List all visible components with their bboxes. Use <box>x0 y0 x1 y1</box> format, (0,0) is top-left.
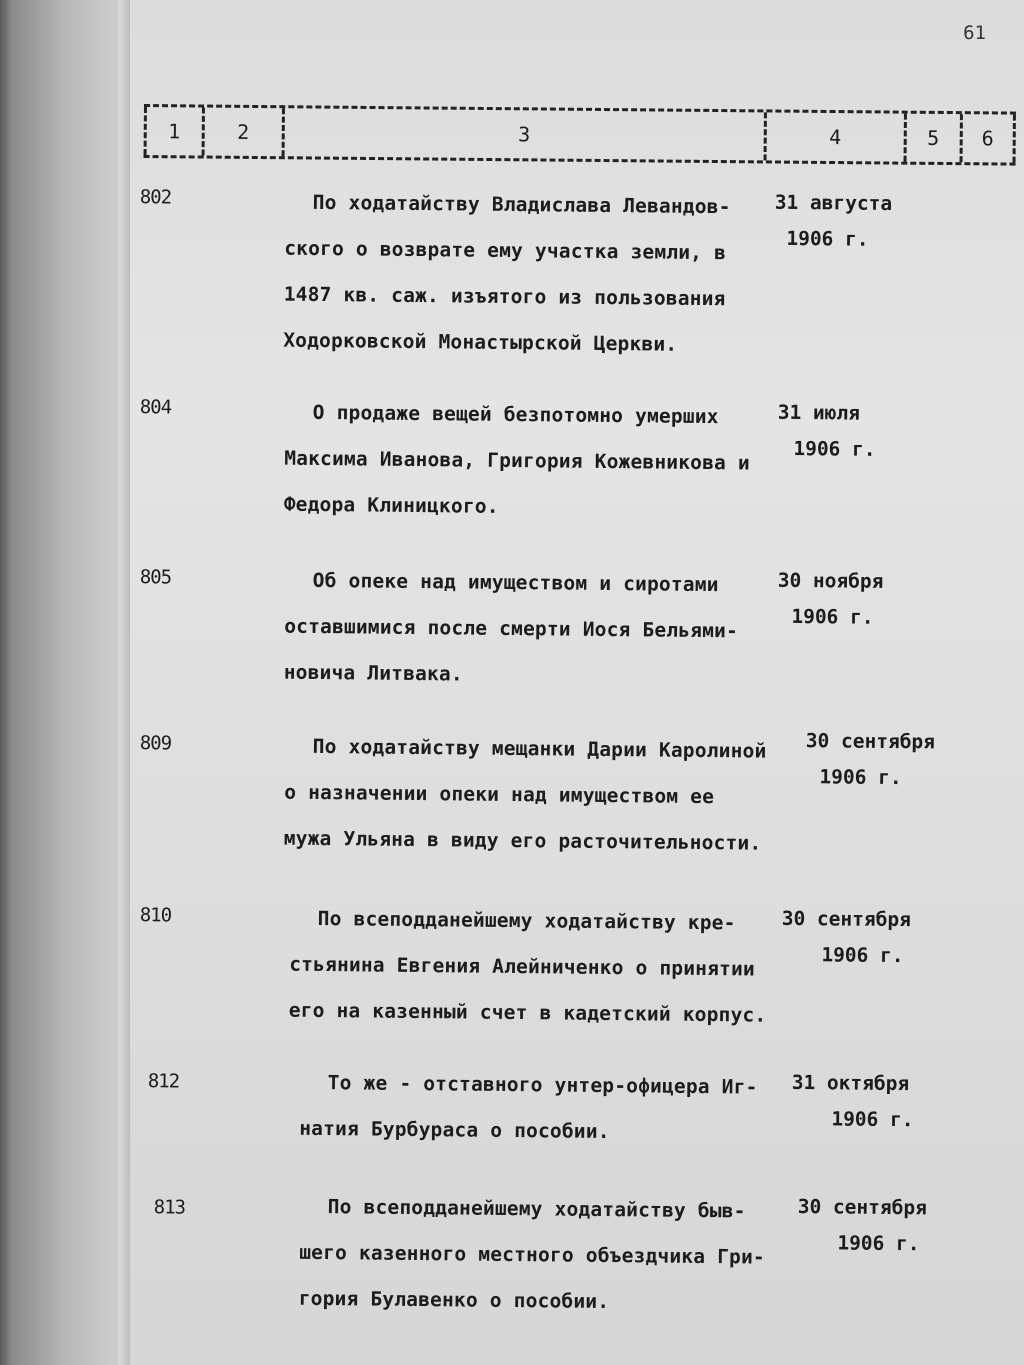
entry-date-year: 1906 г. <box>821 943 904 968</box>
entry-date-day: 30 сентября <box>781 906 912 932</box>
entry-line: О продаже вещей безпотомно умерших <box>312 400 719 429</box>
entry-802 <box>130 178 1024 356</box>
column-header-4: 4 <box>764 112 904 161</box>
entry-line: По ходатайству Владислава Левандов- <box>312 190 731 219</box>
page-number: 61 <box>963 22 986 44</box>
entry-number: 810 <box>139 904 172 927</box>
entry-line: То же - отставного унтер-офицера Иг- <box>327 1071 758 1099</box>
entry-line: По всеподданейшему ходатайству кре- <box>317 906 736 935</box>
entry-description <box>284 724 775 867</box>
entry-line: По ходатайству мещанки Дарии Каролиной <box>312 734 767 763</box>
entry-description <box>284 390 775 533</box>
entry-date-year: 1906 г. <box>831 1107 914 1132</box>
entry-date <box>774 185 892 258</box>
entry-description <box>283 180 775 369</box>
entry-number: 802 <box>139 186 172 209</box>
document-page <box>130 0 1024 1365</box>
entry-date-year: 1906 г. <box>819 765 902 790</box>
entry-810 <box>130 894 1024 1027</box>
entry-number: 812 <box>147 1070 180 1093</box>
entry-line: Максима Иванова, Григория Кожевникова и <box>284 446 751 475</box>
entry-description <box>299 1060 790 1157</box>
entry-date-day: 31 августа <box>774 190 893 215</box>
entry-description <box>299 1184 790 1327</box>
entry-date <box>805 723 935 796</box>
entry-date-year: 1906 г. <box>791 604 874 629</box>
entry-description <box>289 896 780 1039</box>
entry-number: 805 <box>139 566 172 589</box>
entry-date-day: 31 октября <box>791 1070 910 1096</box>
entry-line: оставшимися после смерти Иося Бельями- <box>284 614 739 643</box>
entry-804 <box>130 388 1024 518</box>
entry-line: Ходорковской Монастырской Церкви. <box>283 328 678 356</box>
entry-line: его на казенный счет в кадетский корпус. <box>288 998 767 1027</box>
column-header-row <box>144 104 1016 166</box>
entry-813 <box>130 1182 1024 1314</box>
entry-line: 1487 кв. саж. изъятого из пользования <box>283 282 726 311</box>
entry-date <box>777 563 883 636</box>
entry-line: шего казенного местного объездчика Гри- <box>299 1240 766 1269</box>
entry-number: 809 <box>139 732 172 755</box>
entry-date-year: 1906 г. <box>837 1231 920 1256</box>
entry-812 <box>130 1058 1024 1144</box>
entry-number: 813 <box>153 1196 186 1219</box>
entry-date-year: 1906 г. <box>793 436 876 461</box>
entry-805 <box>130 556 1024 686</box>
entry-line: гория Булавенко о пособии. <box>298 1286 610 1314</box>
entry-line: Федора Клиницкого. <box>283 492 499 518</box>
entry-date-day: 31 июля <box>777 400 861 425</box>
entry-line: По всеподданейшему ходатайству быв- <box>327 1195 746 1223</box>
entry-line: Об опеке над имуществом и сиротами <box>312 568 719 597</box>
column-header-5: 5 <box>904 114 960 162</box>
entry-line: о назначении опеки над имуществом ее <box>284 780 715 809</box>
entry-line: ского о возврате ему участка земли, в <box>284 236 727 265</box>
entry-line: мужа Ульяна в виду его расточительности. <box>283 826 762 855</box>
entry-date <box>791 1065 914 1138</box>
column-header-6: 6 <box>960 114 1016 162</box>
entry-number: 804 <box>139 396 172 419</box>
entry-line: новича Литвака. <box>283 660 464 686</box>
entry-date <box>781 901 911 974</box>
entry-date <box>777 395 876 468</box>
entry-date <box>797 1189 927 1262</box>
column-header-2: 2 <box>202 108 282 157</box>
entry-line: стьянина Евгения Алейниченко о принятии <box>289 952 756 981</box>
entry-date-day: 30 сентября <box>805 729 936 754</box>
entry-line: натия Бурбураса о пособии. <box>299 1116 610 1144</box>
entry-date-day: 30 ноября <box>777 568 884 593</box>
column-header-1: 1 <box>144 107 202 156</box>
entry-description <box>284 558 775 701</box>
entry-809 <box>130 722 1024 855</box>
column-header-3: 3 <box>282 108 764 160</box>
entry-date-day: 30 сентября <box>797 1194 928 1220</box>
entry-date-year: 1906 г. <box>786 226 869 251</box>
